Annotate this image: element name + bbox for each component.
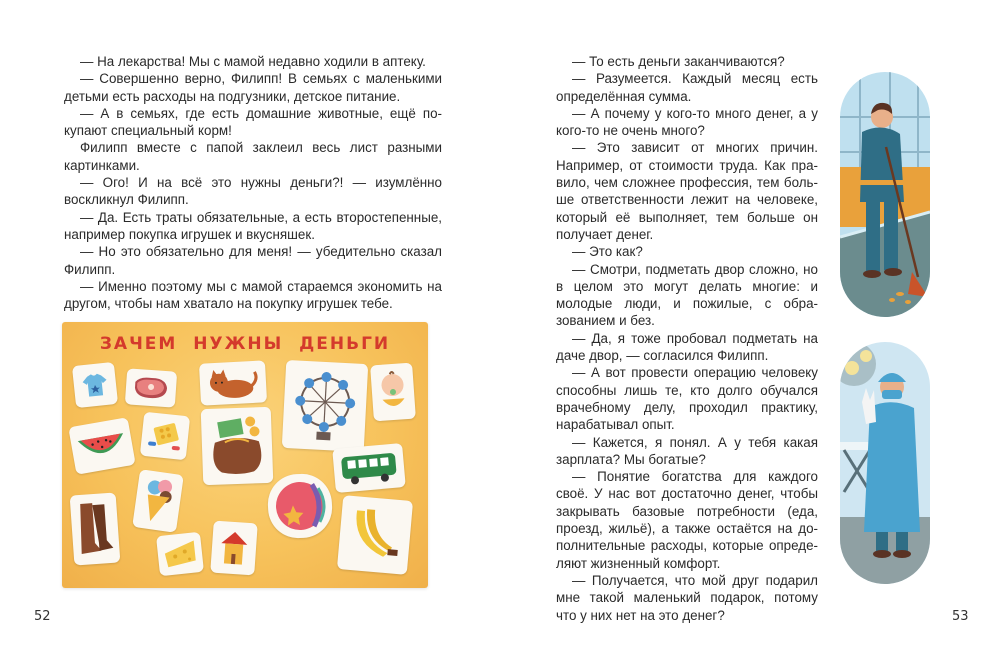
cat-sticker	[199, 360, 267, 405]
watermelon-icon	[74, 425, 129, 467]
pills-sticker	[140, 412, 190, 461]
birdhouse-sticker	[210, 521, 258, 576]
collage-title: ЗАЧЕМ НУЖНЫ ДЕНЬГИ	[99, 334, 391, 354]
paragraph: — Понятие богатства для каждого своё. У нас вот достаточно денег, чтобы закрывать базовые потребности (еда, проезд, жильё), а также остаётся на дополнительные расходы, которые определяют жизненный комфорт.	[556, 469, 818, 571]
paragraph: — Смотри, подметать двор сложно, но в целом это могут делать многие: и молодые люди, и пожилые, с образованием и без.	[556, 261, 818, 329]
surgeon-illustration	[840, 342, 930, 584]
watermelon-sticker	[68, 417, 135, 475]
cheese-icon	[162, 538, 199, 569]
collage-illustration	[62, 322, 428, 588]
paragraph: — На лекарства! Мы с мамой недавно ходили в аптеку.	[80, 54, 426, 69]
paragraph: — А вот провести операцию человеку способны лишь те, кто долго обучался врачебному делу, проходил практику, нарабатывал опыт.	[556, 365, 818, 433]
paragraph: — Это зависит от многих причин. Например, от стоимости труда. Как правило, чем сложнее профессия, тем больше ответственности лежит на человеке, который её выполняет, тем больше он получает денег.	[556, 140, 818, 242]
ball-icon	[272, 478, 329, 535]
baby-sticker	[370, 363, 416, 422]
paragraph: — Кажется, я понял. А у тебя какая зарплата? Мы богатые?	[556, 434, 818, 467]
paragraph: — Но это обязательно для меня! — убедительно сказал Филипп.	[64, 244, 442, 277]
meat-sticker	[125, 368, 177, 407]
birdhouse-icon	[216, 527, 253, 569]
ice-cream-sticker	[132, 469, 184, 533]
ball-sticker	[266, 472, 333, 539]
paragraph: — Да. Есть траты обязательные, а есть второстепенные, например покупка игрушек и вкусняшек.	[64, 209, 442, 242]
bus-sticker	[332, 443, 406, 493]
page-number: 52	[34, 609, 51, 624]
meat-icon	[130, 374, 172, 403]
ice-cream-icon	[138, 474, 179, 528]
paragraph: — Совершенно верно, Филипп! В семьях с маленькими детьми есть расходы на подгузники, детское питание.	[64, 71, 442, 104]
paragraph: — Именно поэтому мы с мамой стараемся экономить на другом, чтобы нам хватало на покупку игрушек тебе.	[64, 278, 442, 312]
tshirt-icon	[79, 369, 112, 402]
bananas-icon	[342, 502, 407, 569]
tshirt-sticker	[72, 362, 118, 408]
street-sweeper-icon	[840, 72, 930, 317]
right-page	[500, 0, 1000, 654]
surgeon-icon	[840, 342, 930, 584]
paragraph: Филипп вместе с папой заклеил весь лист разными картинками.	[64, 140, 442, 173]
paragraph: — Да, я тоже пробовал подметать на даче двор, — согласился Филипп.	[556, 330, 818, 364]
cheese-sticker	[156, 532, 204, 576]
page-number: 53	[952, 609, 969, 624]
pills-icon	[145, 417, 184, 455]
paragraph: — То есть деньги заканчиваются?	[572, 54, 785, 69]
paragraph: — А почему у кого-то много денег, а у кого-то не очень много?	[556, 105, 818, 139]
street-sweeper-illustration	[840, 72, 930, 317]
boots-icon	[74, 498, 116, 561]
ferris-wheel-sticker	[282, 360, 368, 452]
paragraph: — Ого! И на всё это нужны деньги?! — изумлённо воскликнул Филипп.	[64, 175, 442, 208]
paragraph: — Это как?	[572, 244, 643, 260]
paragraph: — Получается, что мой друг подарил мне такой маленький подарок, потому что у них нет на это денег?	[556, 572, 818, 623]
left-page-text	[64, 53, 442, 312]
wallet-icon	[206, 413, 268, 479]
bananas-sticker	[337, 495, 413, 575]
paragraph: — Разумеется. Каждый месяц есть определённая сумма.	[556, 71, 818, 104]
ferris-wheel-icon	[288, 366, 362, 446]
baby-icon	[374, 368, 411, 416]
paragraph: — А в семьях, где есть домашние животные, ещё покупают специальный корм!	[64, 105, 442, 139]
cat-icon	[204, 366, 262, 401]
boots-sticker	[70, 492, 121, 565]
wallet-sticker	[201, 407, 274, 485]
right-page-text	[556, 53, 818, 624]
bus-icon	[337, 448, 402, 487]
